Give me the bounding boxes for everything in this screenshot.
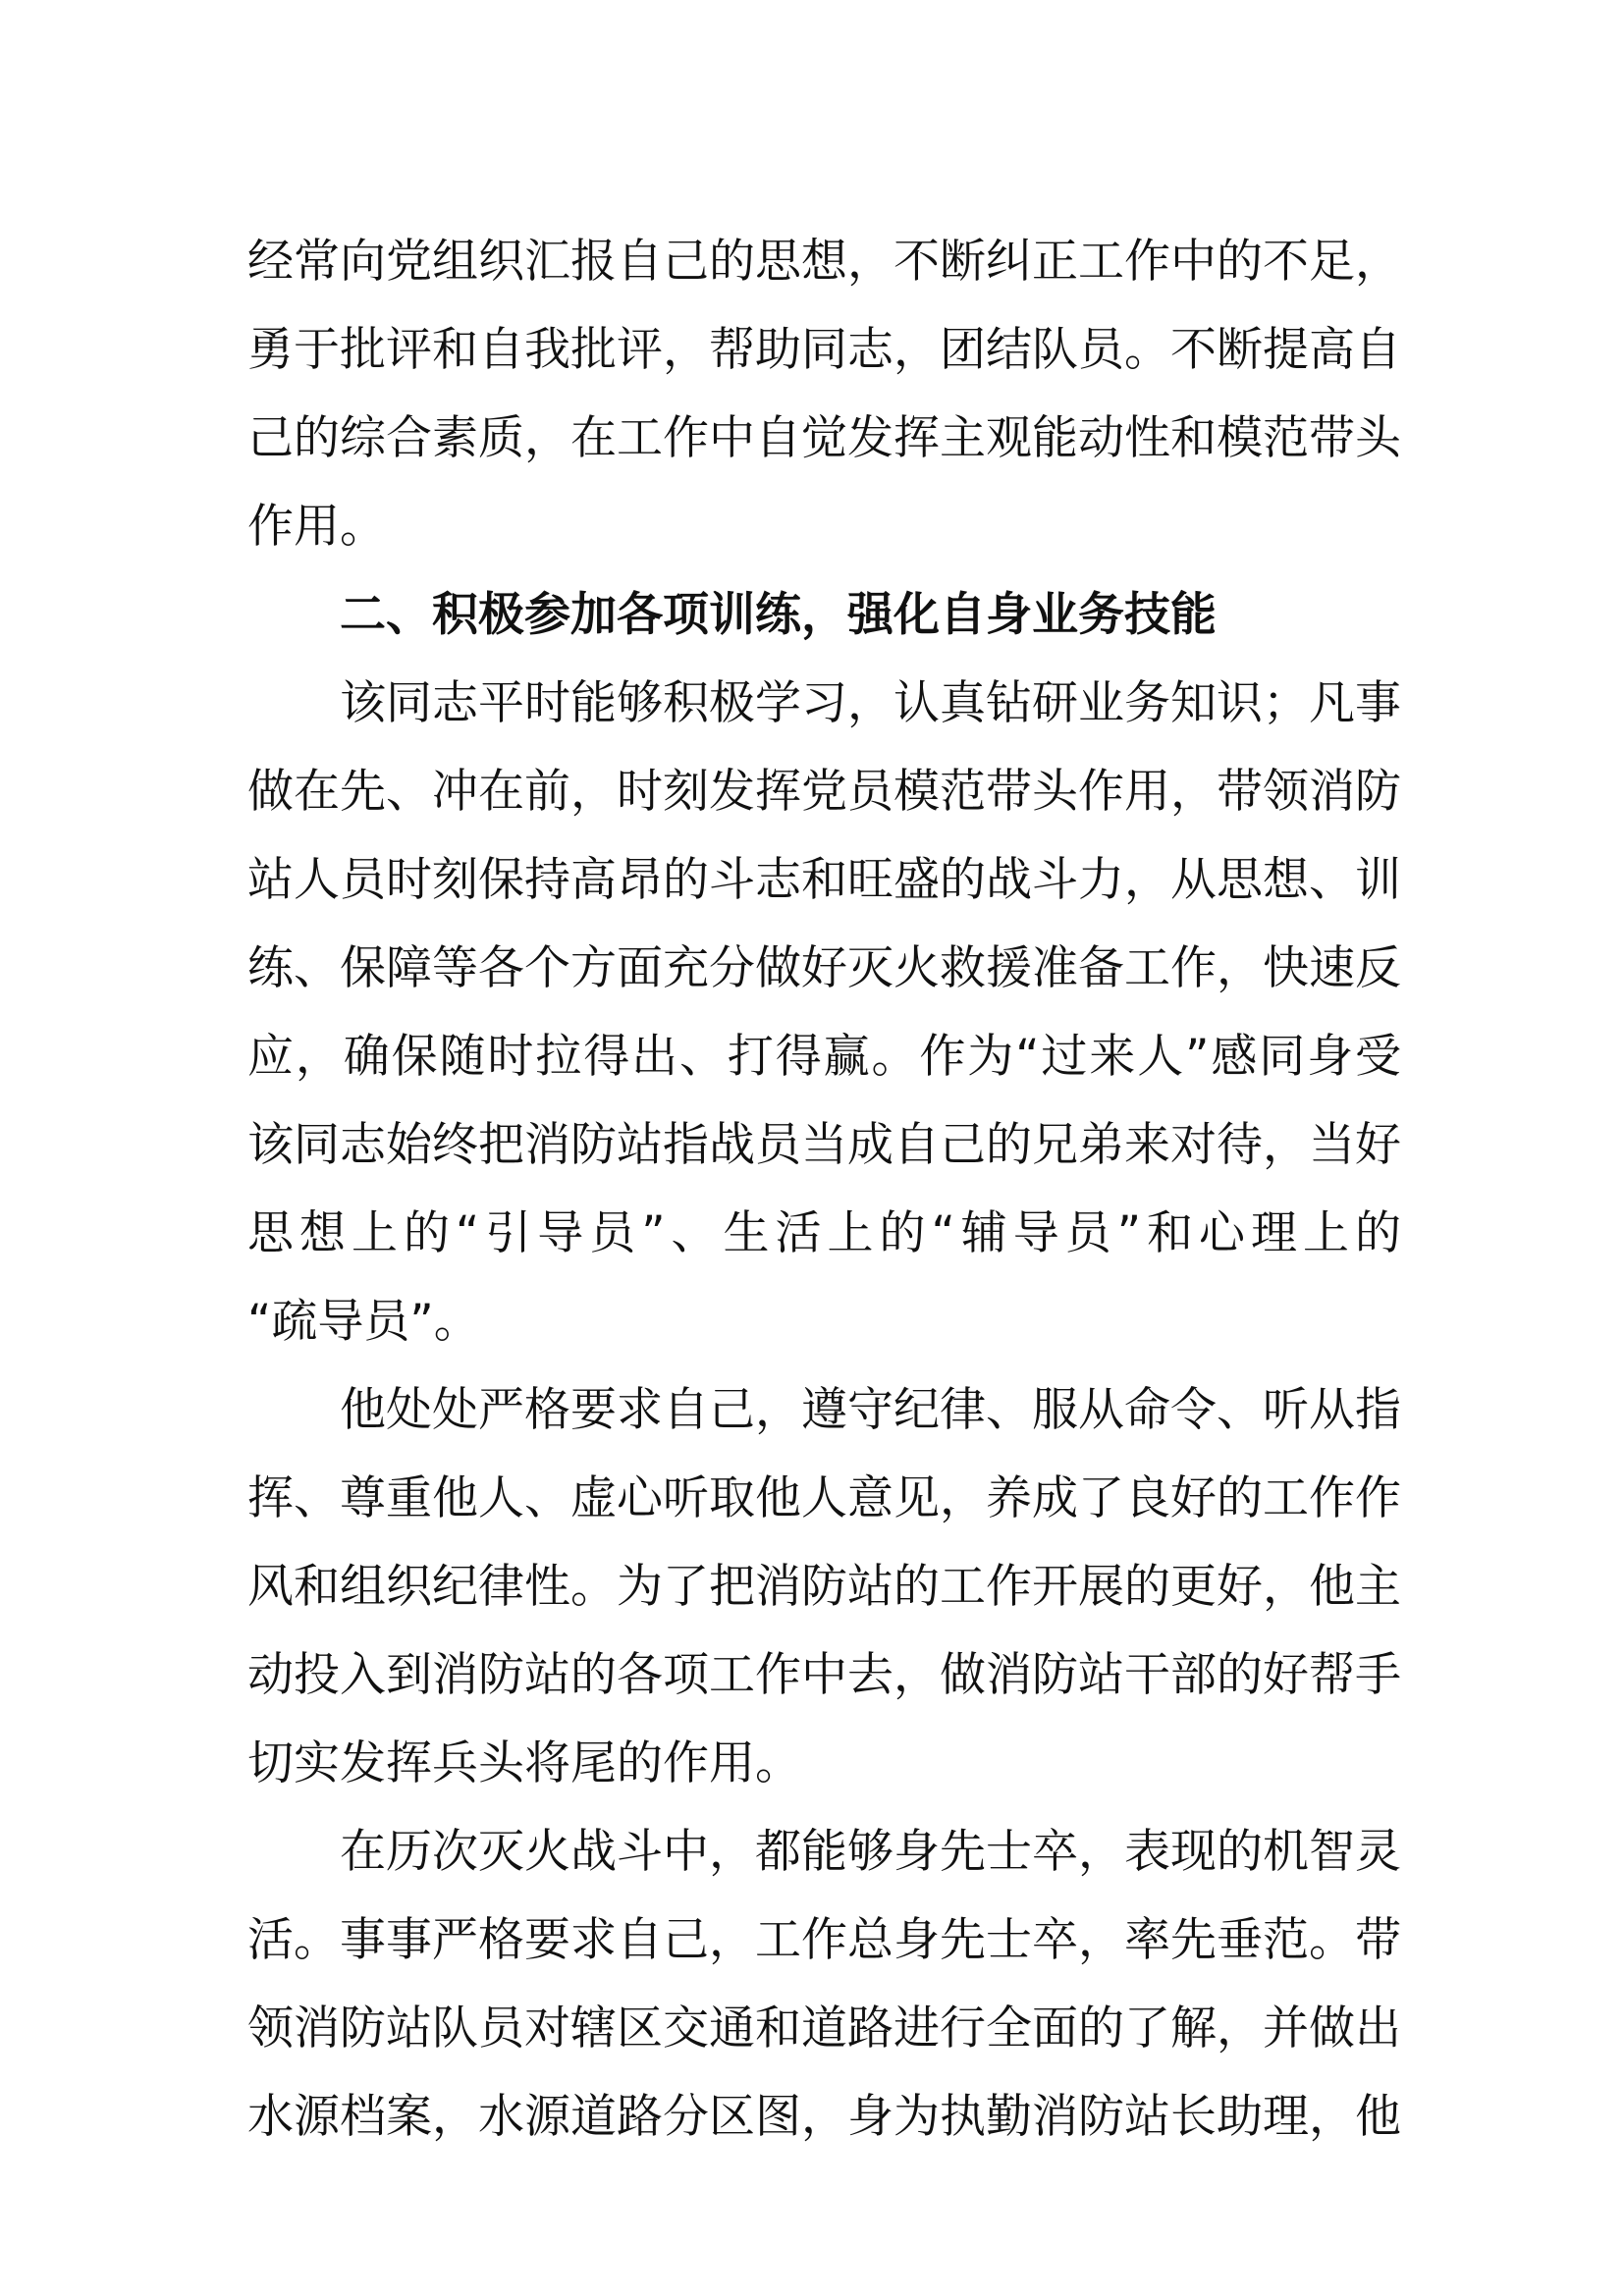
paragraph-1-line-4: 作用。 [247,500,386,554]
paragraph-2-line-2: 做在先、冲在前，时刻发挥党员模范带头作用，带领消防 [247,765,1401,819]
paragraph-3-line-1: 他处处严格要求自己，遵守纪律、服从命令、听从指 [340,1383,1401,1437]
paragraph-4-line-4: 水源档案，水源道路分区图，身为执勤消防站长助理，他 [247,2090,1401,2144]
section-heading-2: 二、积极参加各项训练，强化自身业务技能 [340,588,1217,642]
paragraph-2-line-6: 该同志始终把消防站指战员当成自己的兄弟来对待，当好 [247,1118,1401,1172]
paragraph-2-line-8: “疏导员”。 [247,1295,480,1349]
paragraph-1-line-3: 己的综合素质，在工作中自觉发挥主观能动性和模范带头 [247,411,1401,465]
paragraph-2-line-7: 思想上的“引导员”、生活上的“辅导员”和心理上的 [247,1206,1401,1260]
paragraph-2-line-5: 应，确保随时拉得出、打得赢。作为“过来人”感同身受 [247,1030,1401,1084]
paragraph-1-line-2: 勇于批评和自我批评，帮助同志，团结队员。不断提高自 [247,323,1401,377]
paragraph-4-line-1: 在历次灭火战斗中，都能够身先士卒，表现的机智灵 [340,1825,1401,1879]
paragraph-1-line-1: 经常向党组织汇报自己的思想，不断纠正工作中的不足， [247,235,1401,289]
paragraph-4-line-2: 活。事事严格要求自己，工作总身先士卒，率先垂范。带 [247,1913,1401,1967]
paragraph-3-line-5: 切实发挥兵头将尾的作用。 [247,1736,801,1790]
paragraph-2-line-1: 该同志平时能够积极学习，认真钻研业务知识；凡事 [340,676,1401,730]
paragraph-3-line-2: 挥、尊重他人、虚心听取他人意见，养成了良好的工作作 [247,1471,1401,1525]
paragraph-3-line-4: 动投入到消防站的各项工作中去，做消防站干部的好帮手 [247,1648,1401,1702]
document-body [247,218,1401,2162]
paragraph-2-line-3: 站人员时刻保持高昂的斗志和旺盛的战斗力，从思想、训 [247,853,1401,907]
paragraph-4-line-3: 领消防站队员对辖区交通和道路进行全面的了解，并做出 [247,2002,1401,2056]
paragraph-2-line-4: 练、保障等各个方面充分做好灭火救援准备工作，快速反 [247,941,1401,995]
paragraph-3-line-3: 风和组织纪律性。为了把消防站的工作开展的更好，他主 [247,1560,1401,1614]
